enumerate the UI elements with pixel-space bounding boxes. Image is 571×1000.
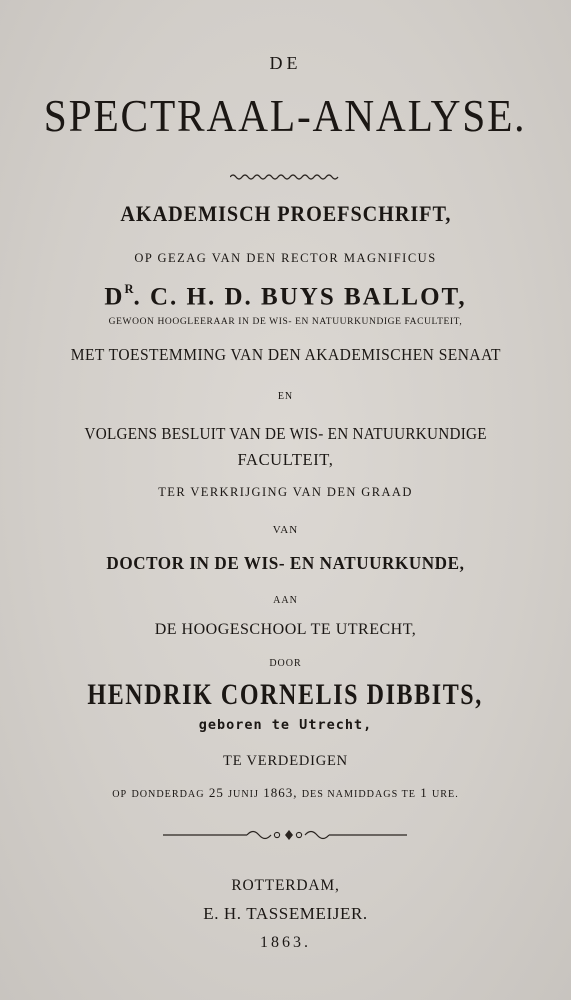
dr-superscript: R — [124, 282, 134, 296]
conjunction-en: EN — [277, 391, 294, 402]
authority-line: OP GEZAG VAN DEN RECTOR MAGNIFICUS — [134, 251, 437, 265]
thesis-type-text: AKADEMISCH PROEFSCHRIFT, — [120, 201, 451, 226]
imprint-publisher: E. H. TASSEMEIJER. — [203, 904, 368, 923]
preposition-aan: AAN — [273, 595, 298, 606]
date-month: JUNIJ — [228, 789, 259, 800]
senate-line — [0, 347, 571, 364]
rector-line — [0, 283, 571, 309]
preposition-door: DOOR — [269, 658, 302, 669]
degree-name-text: DOCTOR IN DE WIS- EN NATUURKUNDE, — [106, 553, 465, 573]
dr-prefix: D — [104, 283, 125, 311]
flourish-ornament — [163, 826, 407, 844]
date-year: 1863, — [263, 785, 298, 800]
author-name-text: HENDRIK CORNELIS DIBBITS, — [87, 678, 484, 711]
main-title-text: SPECTRAAL-ANALYSE. — [44, 90, 527, 141]
date-weekday: DONDERDAG — [131, 789, 205, 800]
wavy-rule-ornament — [230, 172, 340, 182]
title-article: DE — [269, 53, 302, 73]
senate-text: MET TOESTEMMING VAN DEN AKADEMISCHEN SENAAT — [70, 345, 501, 364]
dr-dot: . — [133, 283, 142, 311]
thesis-type — [0, 203, 571, 225]
birthplace-line: geboren te Utrecht, — [198, 717, 373, 733]
university-line: DE HOOGESCHOOL TE UTRECHT, — [154, 621, 417, 638]
defense-line: TE VERDEDIGEN — [223, 753, 348, 769]
faculty-line: FACULTEIT, — [237, 450, 334, 469]
imprint-city: ROTTERDAM, — [231, 877, 340, 894]
imprint-year: 1863. — [260, 934, 311, 951]
preposition-van: VAN — [272, 524, 299, 536]
defense-date-line — [0, 786, 571, 800]
main-title — [0, 90, 571, 141]
rector-name: C. H. D. BUYS BALLOT, — [150, 283, 467, 311]
date-ure: URE. — [431, 789, 459, 800]
degree-name — [0, 554, 571, 572]
author-name — [0, 680, 571, 710]
date-hour: 1 — [420, 785, 428, 800]
date-op: OP — [112, 789, 128, 800]
date-day: 25 — [208, 785, 224, 800]
faculty-decision-line — [0, 426, 571, 443]
degree-line: TER VERKRIJGING VAN DEN GRAAD — [158, 485, 413, 499]
faculty-decision-text: VOLGENS BESLUIT VAN DE WIS- EN NATUURKUNDIGE — [84, 424, 487, 443]
date-afternoon: DES NAMIDDAGS TE — [301, 789, 416, 800]
rector-title: GEWOON HOOGLEERAAR IN DE WIS- EN NATUURKUNDIGE FACULTEIT, — [108, 317, 463, 327]
